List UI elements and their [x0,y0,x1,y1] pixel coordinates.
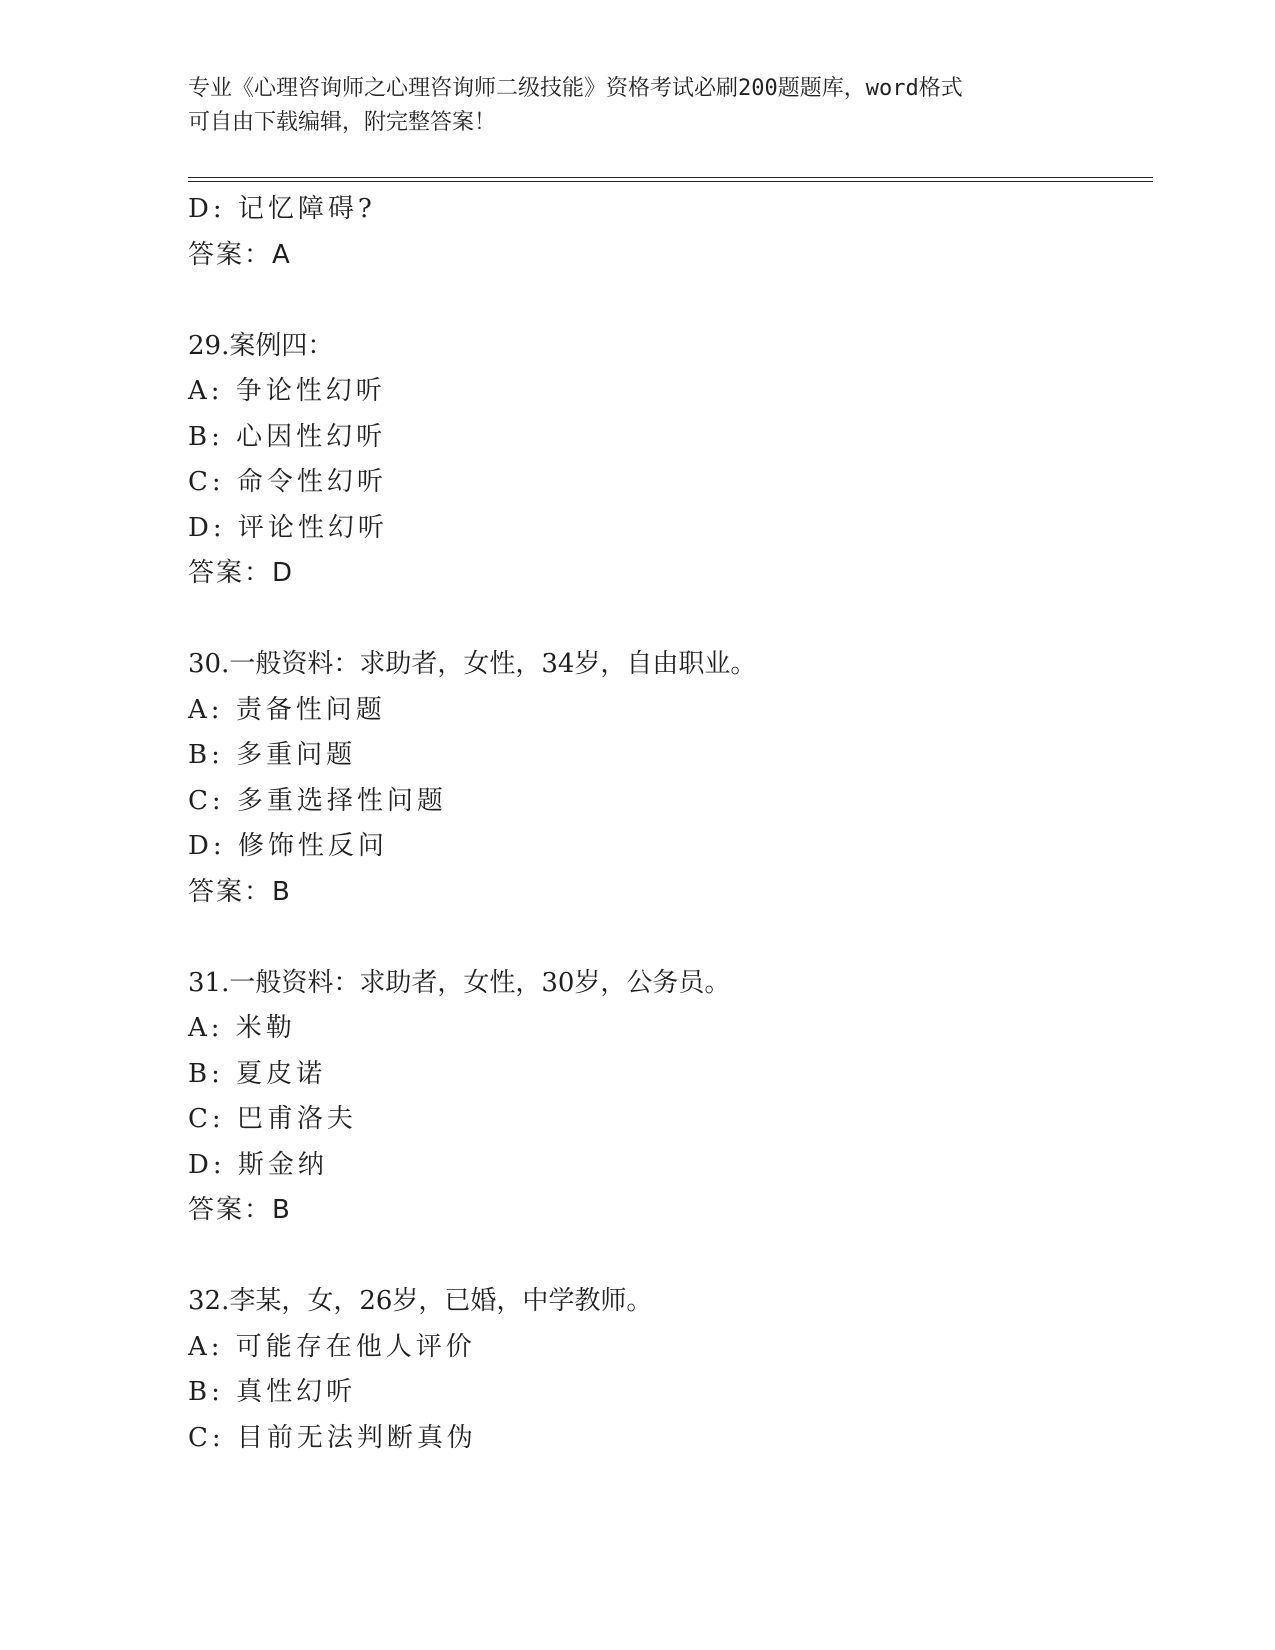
answer-label: 答案：A [188,239,292,270]
header-title-line-1: 专业《心理咨询师之心理咨询师二级技能》资格考试必刷200题题库，word格式 [188,76,963,101]
option-b: B: 真性幻听 [188,1377,357,1407]
question-stem: 32.李某，女，26岁，已婚，中学教师。 [188,1286,653,1316]
question-stem: 29.案例四： [188,330,334,361]
answer-label: 答案：B [188,1195,292,1225]
question-stem: 31.一般资料：求助者，女性，30岁，公务员。 [188,967,731,998]
option-d: D: 修饰性反问 [188,831,388,861]
spacer [188,1234,1148,1280]
option-d: D: 记忆障碍? [188,194,376,224]
header-title-line-2: 可自由下载编辑，附完整答案！ [188,110,497,135]
header-divider-top [188,177,1153,178]
option-c: C: 巴甫洛夫 [188,1104,357,1134]
option-a: A: 争论性幻听 [188,376,386,406]
question-stem: 30.一般资料：求助者，女性，34岁，自由职业。 [188,649,757,679]
spacer [188,597,1148,643]
document-header [188,72,1088,140]
question-31 [188,961,1148,1234]
option-b: B: 多重问题 [188,740,357,770]
spacer [188,915,1148,961]
answer-label: 答案：D [188,558,295,588]
option-c: C: 命令性幻听 [188,467,387,497]
question-30 [188,642,1148,915]
spacer [188,278,1148,324]
option-d: D: 评论性幻听 [188,512,388,543]
option-a: A: 可能存在他人评价 [188,1331,476,1362]
option-b: B: 心因性幻听 [188,421,387,452]
question-list [188,187,1148,1461]
option-a: A: 米勒 [188,1013,296,1043]
prev-question-tail [188,187,1148,278]
header-divider-bottom [188,181,1153,182]
option-b: B: 夏皮诺 [188,1058,327,1089]
question-32 [188,1279,1148,1461]
option-c: C: 目前无法判断真伪 [188,1422,477,1453]
option-c: C: 多重选择性问题 [188,785,447,816]
option-d: D: 斯金纳 [188,1149,328,1180]
question-29 [188,324,1148,597]
answer-label: 答案：B [188,876,292,907]
option-a: A: 责备性问题 [188,694,386,725]
